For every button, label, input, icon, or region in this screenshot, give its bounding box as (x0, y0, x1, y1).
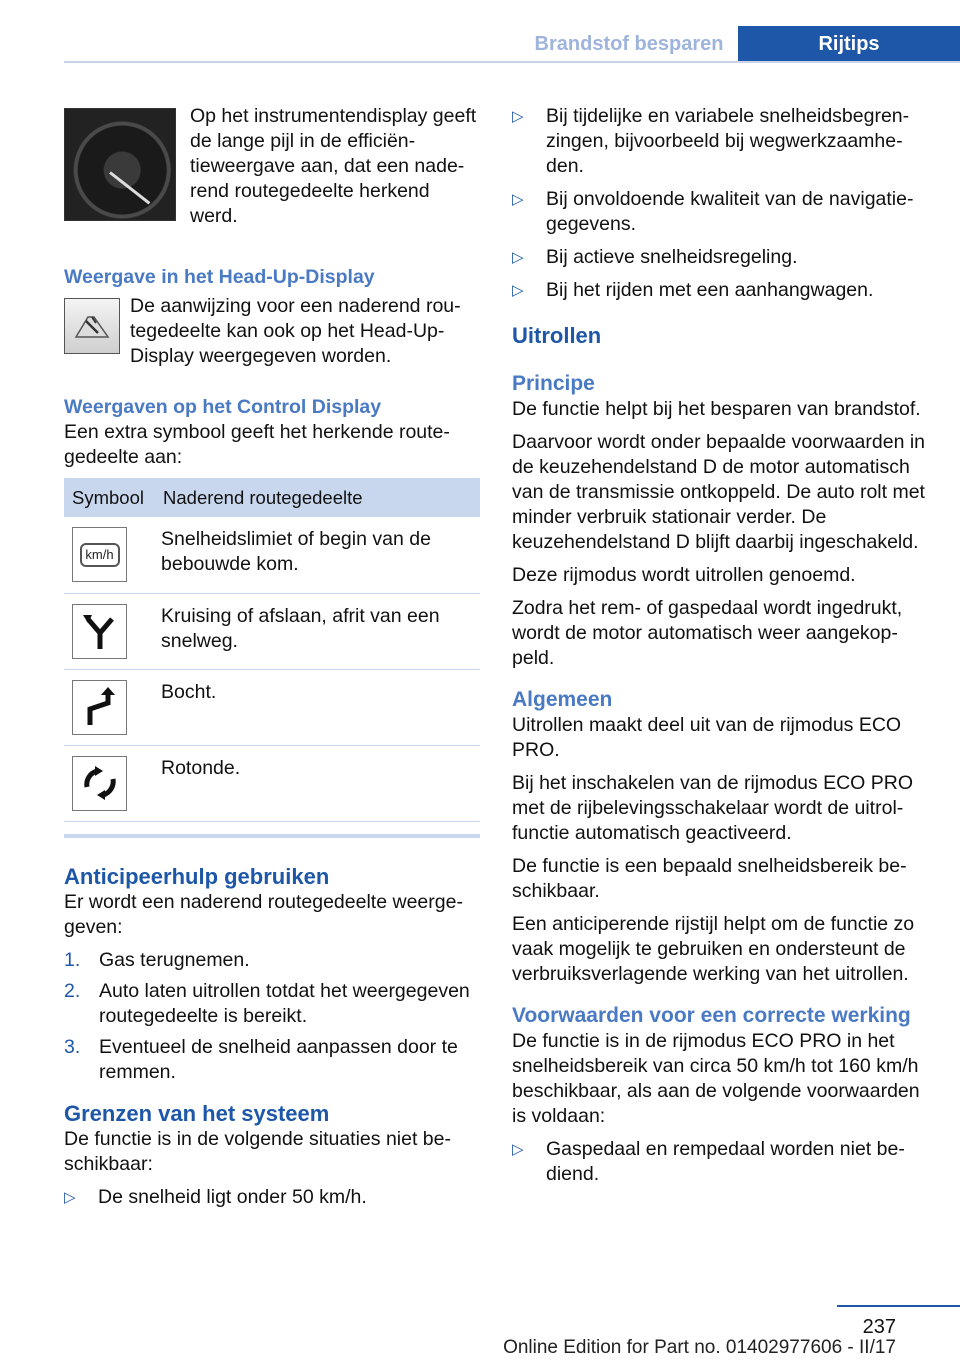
junction-icon (72, 604, 127, 659)
table-cell-text: Kruising of afslaan, afrit van een snelweg. (155, 593, 480, 669)
right-column (512, 104, 928, 1195)
table-row (64, 517, 480, 593)
principle-paragraph: Deze rijmodus wordt uitrollen genoemd. (512, 564, 856, 586)
symbol-table (64, 478, 480, 822)
table-cell-text: Bocht. (155, 669, 480, 745)
table-header-route: Naderend routegedeelte (155, 478, 480, 517)
hud-text: De aanwijzing voor een naderend routegedeelte kan ook op het Head-Up-Display weergegeven worden. (130, 295, 461, 367)
table-row (64, 593, 480, 669)
conditions-heading: Voorwaarden voor een correcte werking (512, 1004, 911, 1027)
anticipation-text: Er wordt een naderend routegedeelte weergegeven: (64, 890, 463, 938)
anticipation-heading: Anticipeerhulp gebruiken (64, 863, 330, 889)
speed-limit-icon: km/h (72, 527, 127, 582)
principle-paragraph: De functie helpt bij het besparen van brandstof. (512, 398, 921, 420)
list-item: ▷ Bij actieve snelheidsregeling. (512, 246, 798, 268)
limits-list (64, 1185, 480, 1210)
list-item: 1. Gas terugnemen. (64, 948, 250, 971)
intro-text: Op het instrumentendisplay geeft de lange pijl in de efficiëntieweergave aan, dat een naderend routegedeelte herkend werd. (190, 105, 477, 227)
general-paragraph: Uitrollen maakt deel uit van de rijmodus ECO PRO. (512, 714, 902, 761)
header-section-title: Brandstof besparen (534, 32, 724, 55)
steps-list (64, 948, 480, 1085)
list-item: 2. Auto laten uitrollen totdat het weergegeven routegedeelte is bereikt. (64, 979, 470, 1027)
table-row (64, 745, 480, 821)
list-item: ▷ Gaspedaal en rempedaal worden niet bediend. (512, 1138, 905, 1185)
list-item: ▷ Bij tijdelijke en variabele snelheidsbegrenzingen, bijvoorbeeld bij wegwerkzaamheden. (512, 105, 910, 177)
coasting-heading: Uitrollen (512, 323, 602, 348)
head-up-display-icon (64, 298, 120, 354)
general-paragraph: Bij het inschakelen van de rijmodus ECO PRO met de rijbelevingsschakelaar wordt de uitrolfunctie automatisch geactiveerd. (512, 772, 914, 844)
instrument-display-image (64, 108, 176, 221)
header-rule (64, 61, 960, 63)
left-column (64, 104, 480, 1218)
curve-icon (72, 680, 127, 735)
control-display-heading: Weergaven op het Control Display (64, 396, 382, 418)
footer-edition: Online Edition for Part no. 01402977606 - II/17 (503, 1337, 896, 1358)
control-display-text: Een extra symbool geeft het herkende routegedeelte aan: (64, 421, 450, 468)
table-row (64, 669, 480, 745)
conditions-list (512, 1137, 928, 1187)
table-header-symbol: Symbool (64, 478, 155, 517)
list-item: 3. Eventueel de snelheid aanpassen door te remmen. (64, 1035, 458, 1083)
header-chapter-title: Rijtips (738, 26, 960, 62)
general-heading: Algemeen (512, 688, 613, 711)
principle-paragraph: Daarvoor wordt onder bepaalde voorwaarden in de keuzehendelstand D de motor automatisch van de transmissie ontkoppeld. De auto rolt met minder verbruik stationair verder. De keuzehendelstand D blijft daarbij ingeschakeld. (512, 431, 926, 553)
general-paragraph: Een anticiperende rijstijl helpt om de functie zo vaak mogelijk te gebruiken en ondersteunt de verbruiksverlagende werking van het uitrollen. (512, 913, 915, 985)
limits-text: De functie is in de volgende situaties niet beschikbaar: (64, 1127, 451, 1175)
intro-block (64, 104, 480, 229)
limits-list-continued (512, 104, 928, 303)
roundabout-icon (72, 756, 127, 811)
table-end-rule (64, 834, 480, 838)
hud-block (64, 294, 480, 369)
footer-rule (837, 1305, 960, 1307)
hud-heading: Weergave in het Head-Up-Display (64, 266, 375, 288)
page-number: 237 (862, 1316, 896, 1338)
list-item: ▷ Bij onvoldoende kwaliteit van de navigatiegegevens. (512, 188, 914, 235)
conditions-text: De functie is in de rijmodus ECO PRO in het snelheidsbereik van circa 50 km/h tot 160 km/h beschikbaar, als aan de volgende voorwaarden is voldaan: (512, 1030, 920, 1127)
general-paragraph: De functie is een bepaald snelheidsbereik beschikbaar. (512, 855, 907, 902)
list-item: ▷ De snelheid ligt onder 50 km/h. (64, 1185, 367, 1208)
table-cell-text: Rotonde. (155, 745, 480, 821)
principle-heading: Principe (512, 372, 595, 395)
limits-heading: Grenzen van het systeem (64, 1100, 330, 1126)
principle-paragraph: Zodra het rem- of gaspedaal wordt ingedrukt, wordt de motor automatisch weer aangekoppeld. (512, 597, 903, 669)
list-item: ▷ Bij het rijden met een aanhangwagen. (512, 279, 874, 301)
table-cell-text: Snelheidslimiet of begin van de bebouwde kom. (155, 517, 480, 593)
